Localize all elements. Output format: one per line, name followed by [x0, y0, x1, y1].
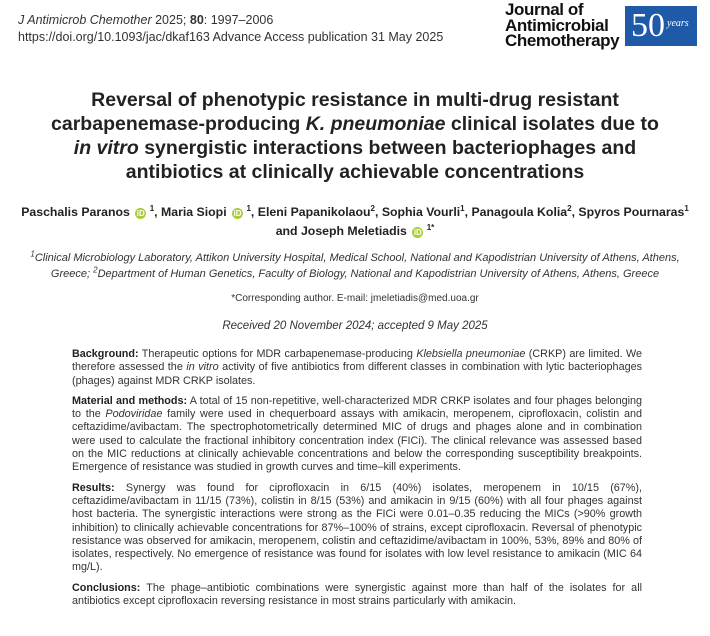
affiliation-2: Department of Human Genetics, Faculty of Biology, National and Kapodistrian University of Athens, Athens, Greece: [97, 268, 660, 280]
orcid-icon[interactable]: iD: [233, 209, 242, 218]
badge-text: years: [667, 18, 689, 29]
abstract-conclusions: Conclusions: The phage–antibiotic combinations were synergistic against more than half of the isolates for all antibiotics except ciprofloxacin reversing resistance in most strains particularly with amikacin.: [72, 581, 642, 608]
corresponding-author: *Corresponding author. E-mail: jmeletiadis@med.uoa.gr: [231, 293, 479, 304]
logo-line-2: Antimicrobial: [505, 15, 609, 35]
author: Eleni Papanikolaou$^2$: [257, 203, 375, 219]
author: Panagoula Kolia$^2$: [471, 203, 572, 219]
orcid-icon[interactable]: iD: [136, 209, 145, 218]
author[interactable]: Maria Siopi iD $^1$: [161, 203, 251, 219]
logo-line-3: Chemotherapy: [505, 31, 620, 50]
citation-volume: 80: [189, 13, 204, 27]
author-list: Paschalis Paranos iD $^1$, Maria Siopi iD $^1$, Eleni Papanikolaou$^2$, Sophia Vourli$^1$, Panagoula Kolia$^2$, Spyros Pournaras$^1$ and Joseph Meletiadis iD $^{1*}$: [21, 203, 689, 238]
author[interactable]: Paschalis Paranos iD $^1$: [21, 203, 155, 219]
received-accepted-dates: Received 20 November 2024; accepted 9 May 2025: [222, 320, 488, 332]
abstract-methods: Material and methods: A total of 15 non-repetitive, well-characterized MDR CRKP isolates and four phages belonging to the Podoviridae family were used in chequerboard assays with amikacin, meropenem, ciprofloxacin, colistin and ceftazidime/avibactam. The spectrophotometrically determined MIC of drugs and phages alone and in combination were used to calculate the fractional inhibitory concentration index (FICi). The clinical relevance was assessed based on the MIC reductions at clinically achievable concentrations and below the corresponding susceptibility breakpoints. Emergence of resistance was studied in growth curves and time–kill experiments.: [72, 394, 642, 474]
affiliations: $^1$Clinical Microbiology Laboratory, Attikon University Hospital, Medical School, National and Kapodistrian University of Athens, Athens, Greece; $^2$Department of Human Genetics, Faculty of Biology, National and Kapodistrian University of Athens, Athens, Greece: [30, 249, 680, 280]
article-title: [40, 88, 670, 184]
logo-wordmark: [505, 2, 619, 49]
title-part: synergistic interactions between bacteriophages and antibiotics at clinically achievable concentrations: [125, 137, 637, 183]
journal-name: J Antimicrob Chemother: [18, 13, 152, 27]
citation-line: [18, 12, 443, 29]
title-part: clinical isolates due to: [445, 113, 659, 135]
abstract-background: Background: Therapeutic options for MDR carbapenemase-producing Klebsiella pneumoniae (CRKP) are limited. We therefore assessed the in vitro activity of five antibiotics from different classes in combination with lytic bacteriophages (phages) against MDR CRKP isolates.: [72, 348, 642, 387]
doi-link[interactable]: https://doi.org/10.1093/jac/dkaf163 Advance Access publication 31 May 2025: [18, 30, 444, 44]
orcid-icon[interactable]: iD: [413, 228, 422, 237]
abstract-results: Results: Synergy was found for ciprofloxacin in 6/15 (40%) isolates, meropenem in 10/15 (67%), ceftazidime/avibactam in 11/15 (73%), colistin in 8/15 (53%) and amikacin in 9/15 (60%) with all four phages against host bacteria. The synergistic interactions were strong as the FICi were 0.01–0.35 reducing the MICs (>90% growth inhibition) to clinically achievable concentrations for 87%–100% of strains, except ciprofloxacin. Reversal of phenotypic resistance was observed for amikacin, meropenem, colistin and ceftazidime/avibactam in 100%, 53%, 89% and 80% of isolates, respectively. No emergence of resistance was found for isolates with low level resistance to amikacin (MIC 64 mg/L).: [72, 481, 642, 574]
affiliation-1: Clinical Microbiology Laboratory, Attikon University Hospital, Medical School, National and Kapodistrian University of Athens, Athens, Greece;: [34, 252, 680, 280]
abstract: [72, 348, 642, 615]
author[interactable]: and Joseph Meletiadis iD $^{1*}$: [275, 222, 435, 238]
citation-pages: : 1997–2006: [203, 13, 274, 27]
author: Spyros Pournaras$^1$: [578, 203, 689, 219]
logo-line-1: Journal of: [505, 0, 584, 19]
author: Sophia Vourli$^1$: [381, 203, 465, 219]
badge-number: 50: [631, 7, 665, 44]
citation-header: [18, 12, 443, 46]
title-part: Reversal of phenotypic resistance in multi-drug resistant carbapenemase-producing: [51, 89, 619, 135]
journal-logo: [505, 2, 705, 54]
citation-year: 2025;: [155, 13, 187, 27]
title-species: K. pneumoniae: [305, 113, 446, 135]
anniversary-badge: [625, 6, 697, 46]
title-in-vitro: in vitro: [73, 137, 139, 159]
